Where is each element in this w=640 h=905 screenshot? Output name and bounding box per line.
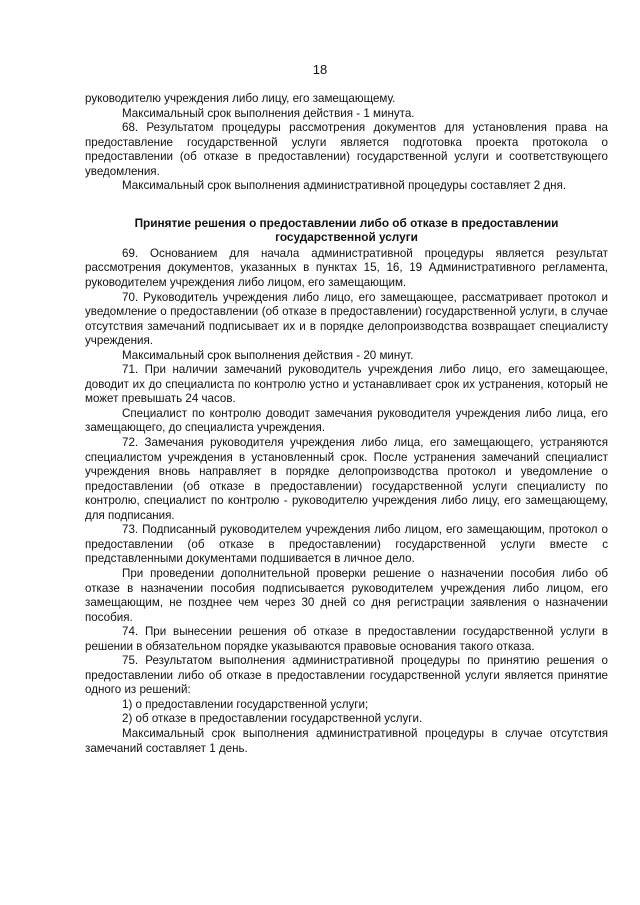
list-item: 2) об отказе в предоставлении государственной услуги.: [122, 712, 423, 726]
document-body: [85, 92, 608, 756]
paragraph: Максимальный срок выполнения административной процедуры составляет 2 дня.: [122, 179, 567, 193]
page-number: 18: [312, 62, 328, 77]
paragraph: 69. Основанием для начала административной процедуры является результат рассмотрения документов, указанных в пунктах 15, 16, 19 Административного регламента, руководителем учреждения либо лицом, его замещающим.: [85, 246, 608, 290]
paragraph: Специалист по контролю доводит замечания руководителя учреждения либо лица, его замещающего, до специалиста учреждения.: [85, 406, 608, 435]
paragraph: Максимальный срок выполнения административной процедуры в случае отсутствия замечаний составляет 1 день.: [85, 726, 608, 755]
paragraph: 75. Результатом выполнения административной процедуры по принятию решения о предоставлении либо об отказе в предоставлении государственной услуги является принятие одного из решений:: [85, 654, 608, 697]
paragraphs-after: [85, 247, 608, 756]
paragraphs-before: [85, 92, 608, 194]
list-item: 1) о предоставлении государственной услуги;: [122, 697, 369, 711]
paragraph: При проведении дополнительной проверки решение о назначении пособия либо об отказе в назначении пособия подписывается руководителем учреждения либо лицом, его замещающим, не позднее чем через 30 дней со дня регистрации заявления о назначении пособия.: [85, 566, 608, 624]
paragraph: 72. Замечания руководителя учреждения либо лица, его замещающего, устраняются специалистом учреждения в установленный срок. После устранения замечаний специалист учреждения вновь направляет в порядке делопроизводства протокол и уведомление о предоставлении (об отказе в предоставлении) государственной услуги специалисту по контролю, специалист по контролю - руководителю учреждения либо лицу, его замещающему, для подписания.: [85, 436, 608, 522]
paragraph: 70. Руководитель учреждения либо лицо, его замещающее, рассматривает протокол и уведомление о предоставлении (об отказе в предоставлении) государственной услуги, в случае отсутствия замечаний подписывает их и в порядке делопроизводства возвращает специалисту учреждения.: [85, 290, 608, 348]
paragraph: 73. Подписанный руководителем учреждения либо лицом, его замещающим, протокол о предоставлении (об отказе в предоставлении) государственной услуги вместе с представленными документами подшивается в личное дело.: [85, 523, 608, 566]
paragraph: 68. Результатом процедуры рассмотрения документов для установления права на предоставление государственной услуги является подготовка проекта протокола о предоставлении (об отказе в предоставлении) государственной услуги и соответствующего уведомления.: [85, 121, 608, 178]
section-heading: Принятие решения о предоставлении либо об отказе в предоставлении государственной услуги: [134, 215, 559, 245]
paragraph: Максимальный срок выполнения действия - 1 минута.: [122, 106, 415, 120]
paragraph: Максимальный срок выполнения действия - 20 минут.: [122, 348, 414, 362]
paragraph: 71. При наличии замечаний руководитель учреждения либо лицо, его замещающее, доводит их до специалиста по контролю устно и устанавливает срок их устранения, который не может превышать 24 часов.: [85, 363, 608, 406]
paragraph: 74. При вынесении решения об отказе в предоставлении государственной услуги в решении в обязательном порядке указываются правовые основания такого отказа.: [85, 625, 608, 653]
paragraph: руководителю учреждения либо лицу, его замещающему.: [85, 92, 396, 105]
